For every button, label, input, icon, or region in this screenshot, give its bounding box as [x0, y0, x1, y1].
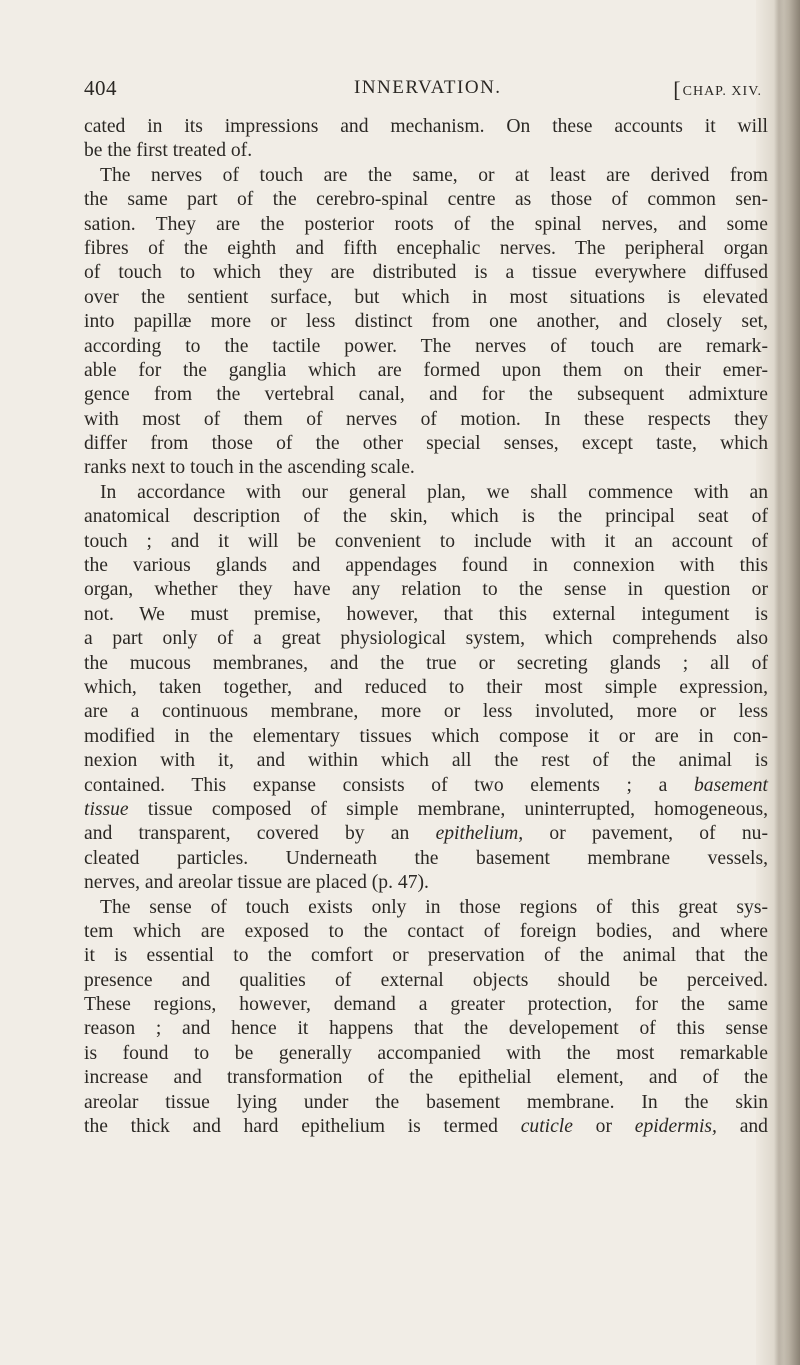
text-segment: the thick and hard epithelium is termed: [84, 1116, 498, 1138]
text-line: These regions, however, demand a greater protection, for the same: [84, 994, 768, 1016]
text-line: organ, whether they have any relation to the sense in question or: [84, 579, 768, 601]
chapter-bracket: [: [673, 77, 682, 102]
italic-term-basement: basement: [693, 774, 768, 796]
text-line: the mucous membranes, and the true or secreting glands ; all of: [84, 652, 768, 674]
text-segment: or pavement, of nu-: [549, 823, 768, 845]
text-line: ranks next to touch in the ascending scale.: [84, 457, 415, 479]
text-line: according to the tactile power. The nerves of touch are remark-: [84, 335, 768, 357]
chapter-reference: [673, 77, 762, 103]
italic-term-cuticle: cuticle: [520, 1116, 573, 1138]
text-segment: or: [595, 1116, 612, 1138]
text-line: In accordance with our general plan, we shall commence with an: [100, 481, 768, 503]
text-line: increase and transformation of the epithelial element, and of the: [84, 1067, 768, 1089]
text-line: [84, 798, 768, 822]
text-line: with most of them of nerves of motion. In these respects they: [84, 408, 768, 430]
text-line: cated in its impressions and mechanism. On these accounts it will: [84, 116, 768, 137]
italic-term-epidermis: epidermis,: [634, 1116, 717, 1138]
running-title: INNERVATION.: [354, 77, 502, 98]
text-line: which, taken together, and reduced to their most simple expression,: [84, 676, 768, 698]
text-line: the various glands and appendages found in connexion with this: [84, 555, 768, 577]
chapter-label: CHAP. XIV.: [682, 84, 762, 99]
text-segment: and: [739, 1116, 768, 1138]
text-line: gence from the vertebral canal, and for the subsequent admixture: [84, 384, 768, 406]
text-segment: tissue composed of simple membrane, uninterrupted, homogeneous,: [147, 798, 768, 820]
text-line: areolar tissue lying under the basement membrane. In the skin: [84, 1091, 768, 1113]
text-line: fibres of the eighth and fifth encephalic nerves. The peripheral organ: [84, 237, 768, 259]
text-line: into papillæ more or less distinct from one another, and closely set,: [84, 311, 768, 333]
text-line: be the first treated of.: [84, 140, 253, 162]
text-line: the same part of the cerebro-spinal centre as those of common sen-: [84, 189, 768, 211]
text-line: differ from those of the other special senses, except taste, which: [84, 433, 768, 455]
text-line: over the sentient surface, but which in most situations is elevated: [84, 286, 768, 308]
body-text: [84, 115, 768, 1139]
italic-term-epithelium: epithelium,: [435, 823, 524, 845]
running-header: [84, 76, 762, 106]
text-line: not. We must premise, however, that this external integument is: [84, 603, 768, 625]
text-line: cleated particles. Underneath the basement membrane vessels,: [84, 847, 768, 869]
text-line: sation. They are the posterior roots of the spinal nerves, and some: [84, 213, 768, 235]
text-segment: contained. This expanse consists of two elements ; a: [84, 774, 668, 796]
text-line: modified in the elementary tissues which compose it or are in con-: [84, 725, 768, 747]
text-line: presence and qualities of external objects should be perceived.: [84, 969, 768, 991]
page-number: 404: [84, 76, 117, 100]
text-line: anatomical description of the skin, which is the principal seat of: [84, 506, 768, 528]
text-line: nerves, and areolar tissue are placed (p. 47).: [84, 872, 429, 894]
text-line: [84, 774, 768, 798]
italic-term-tissue: tissue: [84, 798, 129, 820]
text-line: nexion with it, and within which all the rest of the animal is: [84, 750, 768, 772]
text-line: [84, 822, 768, 846]
text-line: tem which are exposed to the contact of foreign bodies, and where: [84, 920, 768, 942]
text-line: reason ; and hence it happens that the developement of this sense: [84, 1018, 768, 1040]
text-line: it is essential to the comfort or preservation of the animal that the: [84, 945, 768, 967]
text-segment: and transparent, covered by an: [84, 823, 410, 845]
text-line: [84, 1115, 768, 1139]
text-line: of touch to which they are distributed is a tissue everywhere diffused: [84, 262, 768, 284]
text-line: touch ; and it will be convenient to include with it an account of: [84, 530, 768, 552]
text-line: The sense of touch exists only in those regions of this great sys-: [100, 896, 768, 918]
text-line: The nerves of touch are the same, or at least are derived from: [100, 164, 768, 186]
text-line: able for the ganglia which are formed upon them on their emer-: [84, 359, 768, 381]
text-line: are a continuous membrane, more or less involuted, more or less: [84, 701, 768, 723]
text-line: a part only of a great physiological system, which comprehends also: [84, 628, 768, 650]
text-line: is found to be generally accompanied with the most remarkable: [84, 1042, 768, 1064]
